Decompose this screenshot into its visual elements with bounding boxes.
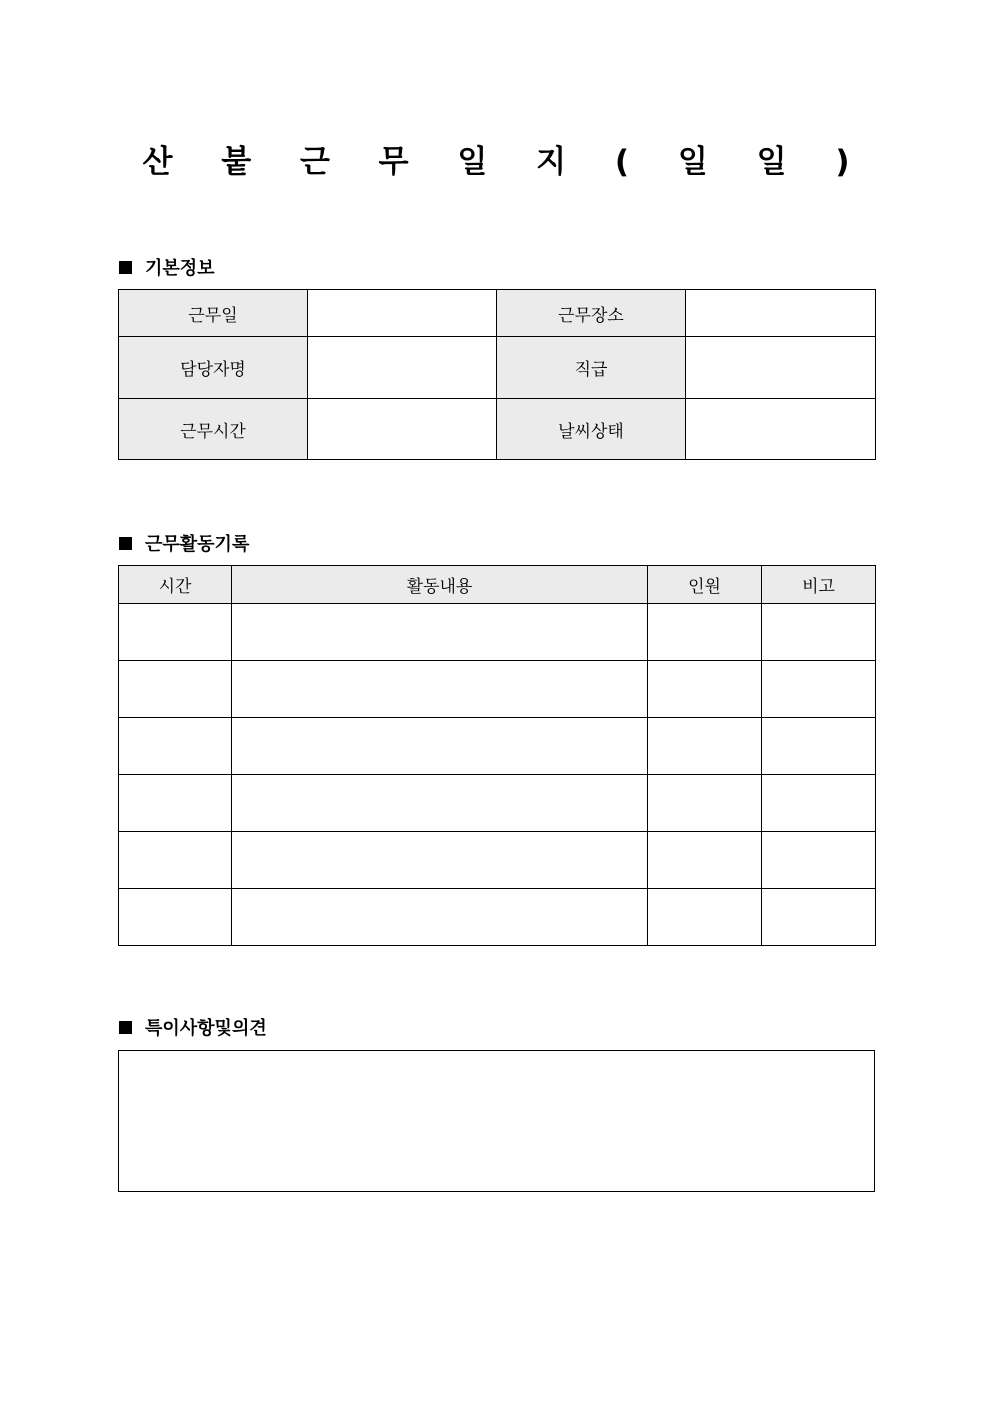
table-row: [119, 661, 876, 718]
square-bullet-icon: [119, 537, 132, 550]
notes-cell[interactable]: [762, 718, 876, 775]
time-cell[interactable]: [119, 832, 232, 889]
weather-field[interactable]: [686, 399, 876, 460]
column-header-personnel: 인원: [648, 566, 762, 604]
activity-cell[interactable]: [232, 889, 648, 946]
section-heading-activity-log: [119, 530, 249, 556]
section-heading-label: 기본정보: [145, 258, 215, 279]
table-row: [119, 889, 876, 946]
section-heading-remarks: [119, 1014, 267, 1040]
column-header-notes: 비고: [762, 566, 876, 604]
manager-name-field[interactable]: [308, 337, 497, 399]
activity-cell[interactable]: [232, 661, 648, 718]
manager-name-label: 담당자명: [119, 337, 308, 399]
work-hours-field[interactable]: [308, 399, 497, 460]
square-bullet-icon: [119, 261, 132, 274]
activity-cell[interactable]: [232, 718, 648, 775]
position-field[interactable]: [686, 337, 876, 399]
table-header-row: [119, 566, 876, 604]
square-bullet-icon: [119, 1021, 132, 1034]
table-row: [119, 337, 876, 399]
notes-cell[interactable]: [762, 661, 876, 718]
section-heading-basic-info: [119, 254, 215, 280]
time-cell[interactable]: [119, 718, 232, 775]
personnel-cell[interactable]: [648, 718, 762, 775]
time-cell[interactable]: [119, 661, 232, 718]
table-row: [119, 832, 876, 889]
table-row: [119, 399, 876, 460]
position-label: 직급: [497, 337, 686, 399]
table-row: [119, 290, 876, 337]
notes-cell[interactable]: [762, 832, 876, 889]
notes-cell[interactable]: [762, 604, 876, 661]
personnel-cell[interactable]: [648, 889, 762, 946]
activity-cell[interactable]: [232, 775, 648, 832]
notes-cell[interactable]: [762, 775, 876, 832]
personnel-cell[interactable]: [648, 604, 762, 661]
activity-log-table: [118, 565, 876, 946]
column-header-time: 시간: [119, 566, 232, 604]
remarks-field[interactable]: [118, 1050, 875, 1192]
basic-info-table: [118, 289, 876, 460]
personnel-cell[interactable]: [648, 661, 762, 718]
work-place-label: 근무장소: [497, 290, 686, 337]
personnel-cell[interactable]: [648, 832, 762, 889]
activity-cell[interactable]: [232, 832, 648, 889]
table-row: [119, 775, 876, 832]
table-row: [119, 604, 876, 661]
work-date-field[interactable]: [308, 290, 497, 337]
work-hours-label: 근무시간: [119, 399, 308, 460]
time-cell[interactable]: [119, 889, 232, 946]
section-heading-label: 특이사항및의견: [145, 1018, 267, 1039]
page-title: 산 붙 근 무 일 지 ( 일 일 ): [142, 144, 869, 180]
time-cell[interactable]: [119, 604, 232, 661]
personnel-cell[interactable]: [648, 775, 762, 832]
work-date-label: 근무일: [119, 290, 308, 337]
section-heading-label: 근무활동기록: [145, 534, 250, 555]
weather-label: 날씨상태: [497, 399, 686, 460]
column-header-activity: 활동내용: [232, 566, 648, 604]
time-cell[interactable]: [119, 775, 232, 832]
notes-cell[interactable]: [762, 889, 876, 946]
table-row: [119, 718, 876, 775]
activity-cell[interactable]: [232, 604, 648, 661]
work-place-field[interactable]: [686, 290, 876, 337]
